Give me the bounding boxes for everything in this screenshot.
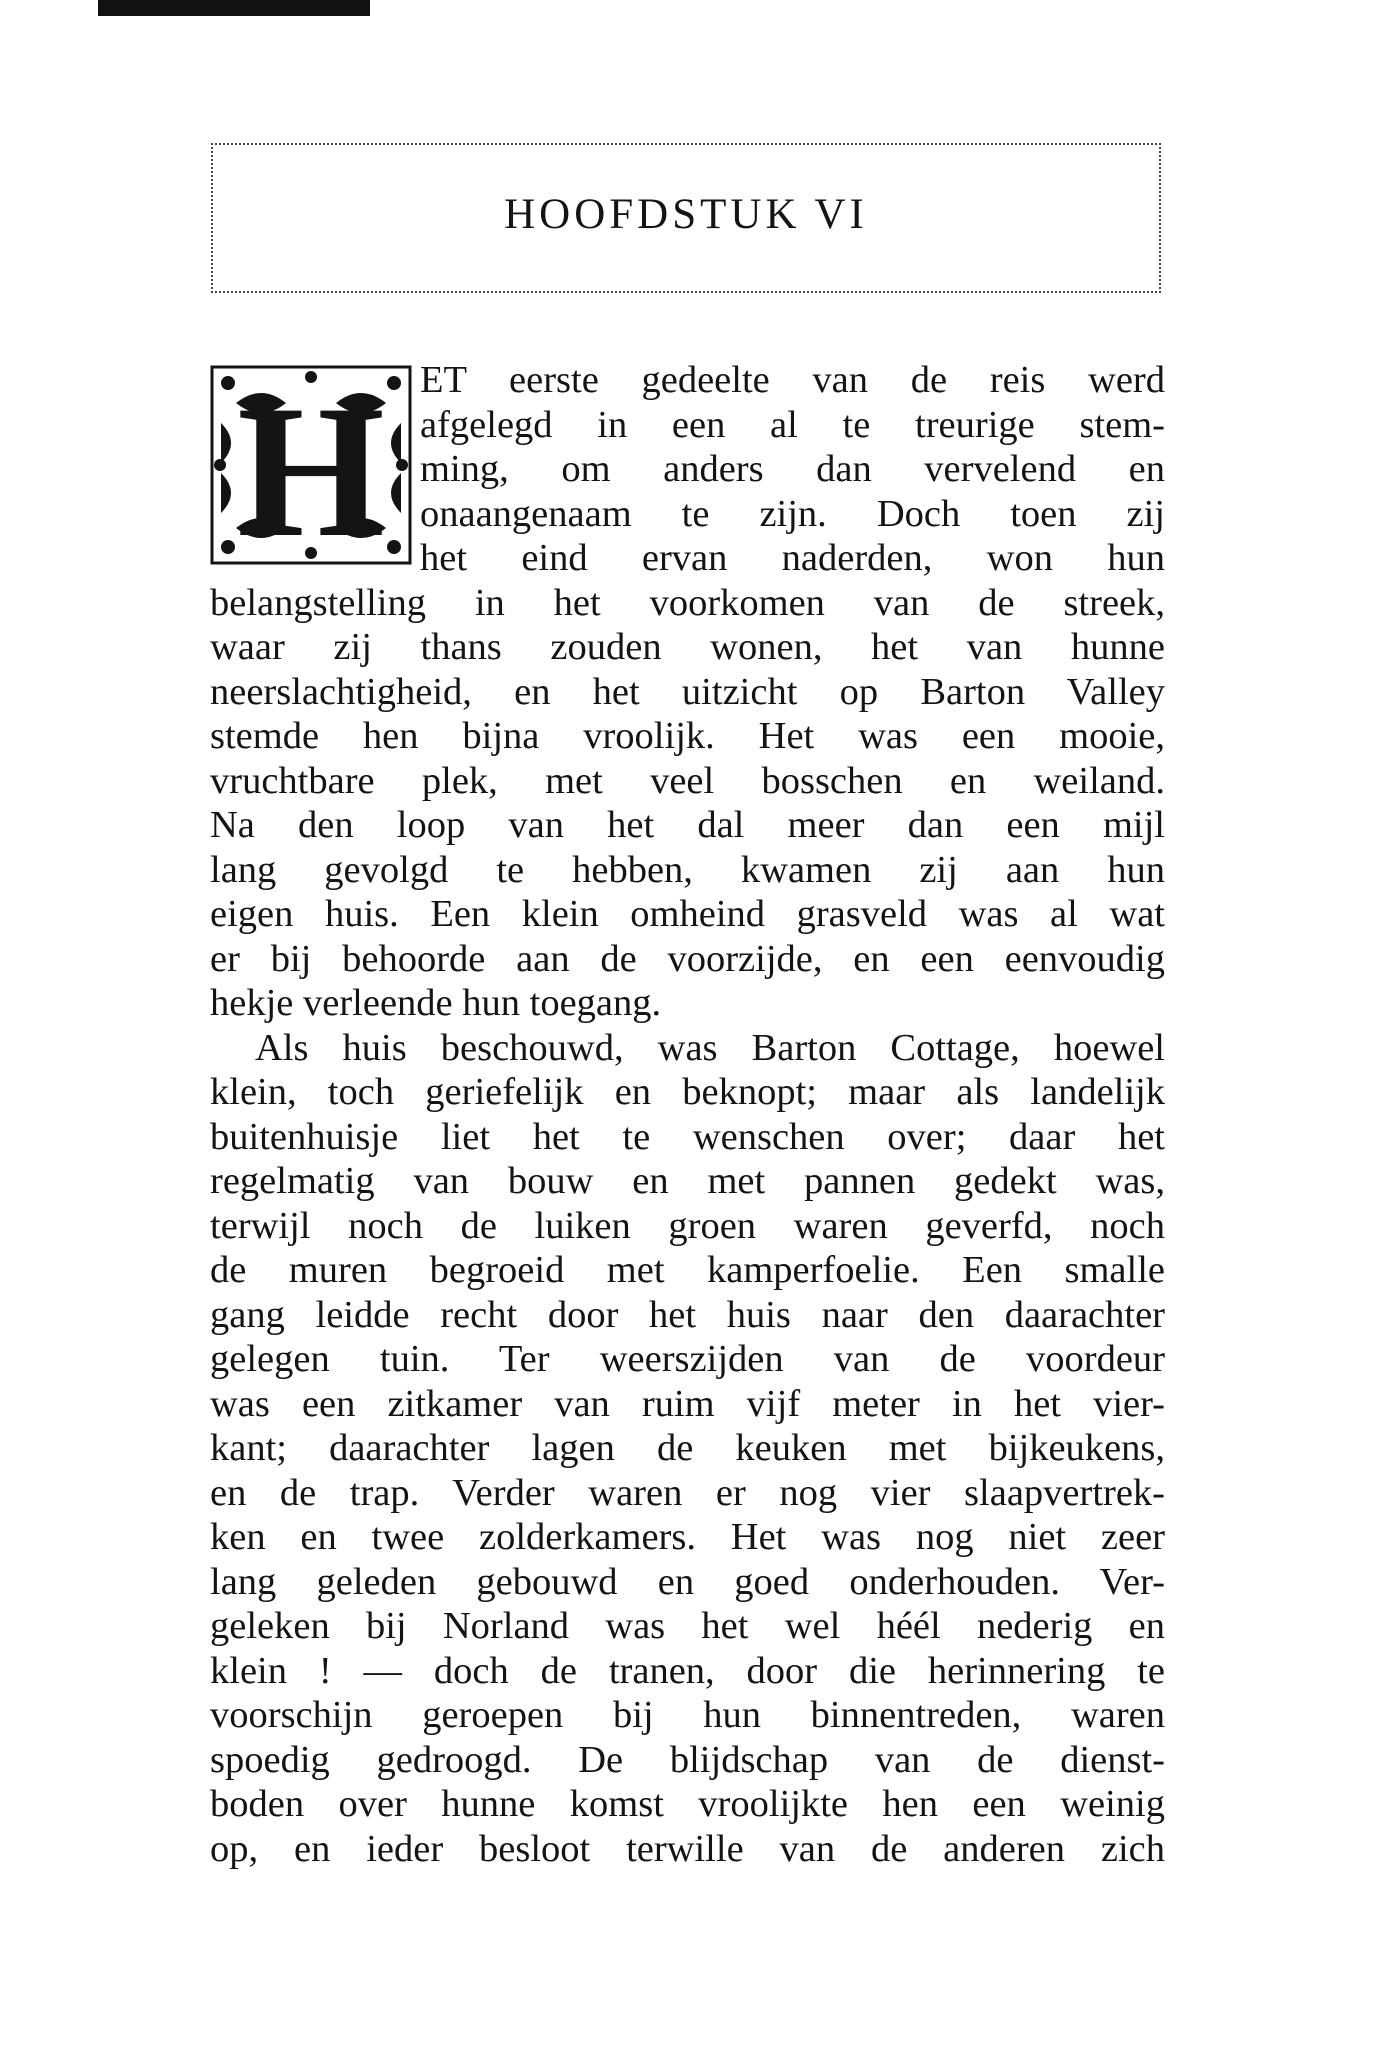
text-line: kant; daarachter lagen de keuken met bijkeukens, bbox=[210, 1427, 1165, 1469]
text-line: er bij behoorde aan de voorzijde, en een eenvoudig bbox=[210, 937, 1165, 980]
chapter-heading-box bbox=[211, 143, 1161, 293]
drop-cap-letter: H bbox=[237, 367, 385, 568]
text-line: Na den loop van het dal meer dan een mijl bbox=[210, 804, 1165, 846]
text-line: gelegen tuin. Ter weerszijden van de voordeur bbox=[210, 1338, 1165, 1380]
text-line: vruchtbare plek, met veel bosschen en weiland. bbox=[210, 759, 1165, 802]
text-line: ET eerste gedeelte van de reis werd bbox=[420, 359, 1165, 401]
text-line: boden over hunne komst vroolijkte hen een weinig bbox=[210, 1783, 1165, 1825]
chapter-title: HOOFDSTUK VI bbox=[504, 191, 868, 238]
text-line: spoedig gedroogd. De blijdschap van de dienst- bbox=[210, 1738, 1165, 1781]
text-line: stemde hen bijna vroolijk. Het was een mooie, bbox=[210, 715, 1165, 757]
text-line: ken en twee zolderkamers. Het was nog niet zeer bbox=[210, 1516, 1165, 1558]
text-line: geleken bij Norland was het wel héél nederig en bbox=[210, 1605, 1165, 1647]
text-line: eigen huis. Een klein omheind grasveld was al wat bbox=[210, 893, 1165, 935]
text-line: klein, toch geriefelijk en beknopt; maar als landelijk bbox=[210, 1071, 1165, 1113]
text-line: neerslachtigheid, en het uitzicht op Barton Valley bbox=[210, 670, 1165, 713]
text-line: de muren begroeid met kamperfoelie. Een smalle bbox=[210, 1249, 1165, 1291]
text-line: op, en ieder besloot terwille van de anderen zich bbox=[210, 1827, 1165, 1870]
text-line: lang gevolgd te hebben, kwamen zij aan hun bbox=[210, 848, 1165, 891]
text-line: Als huis beschouwd, was Barton Cottage, hoewel bbox=[255, 1026, 1165, 1069]
text-line: ming, om anders dan vervelend en bbox=[420, 448, 1165, 490]
text-line: afgelegd in een al te treurige stem- bbox=[420, 403, 1165, 446]
text-line: buitenhuisje liet het te wenschen over; daar het bbox=[210, 1115, 1165, 1158]
text-line: was een zitkamer van ruim vijf meter in het vier- bbox=[210, 1382, 1165, 1425]
text-line: het eind ervan naderden, won hun bbox=[420, 537, 1165, 579]
text-line: onaangenaam te zijn. Doch toen zij bbox=[420, 492, 1165, 535]
text-line: regelmatig van bouw en met pannen gedekt was, bbox=[210, 1160, 1165, 1202]
text-line: gang leidde recht door het huis naar den daarachter bbox=[210, 1293, 1165, 1336]
text-line: lang geleden gebouwd en goed onderhouden. Ver- bbox=[210, 1560, 1165, 1603]
drop-cap-ornament bbox=[206, 363, 416, 568]
text-line: klein ! — doch de tranen, door die herinnering te bbox=[210, 1649, 1165, 1692]
scan-edge-mark bbox=[98, 0, 370, 16]
text-line: en de trap. Verder waren er nog vier slaapvertrek- bbox=[210, 1471, 1165, 1514]
text-line: voorschijn geroepen bij hun binnentreden, waren bbox=[210, 1694, 1165, 1736]
text-line: terwijl noch de luiken groen waren geverfd, noch bbox=[210, 1204, 1165, 1247]
text-line: hekje verleende hun toegang. bbox=[210, 982, 662, 1024]
text-line: belangstelling in het voorkomen van de streek, bbox=[210, 581, 1165, 624]
text-line: waar zij thans zouden wonen, het van hunne bbox=[210, 626, 1165, 668]
